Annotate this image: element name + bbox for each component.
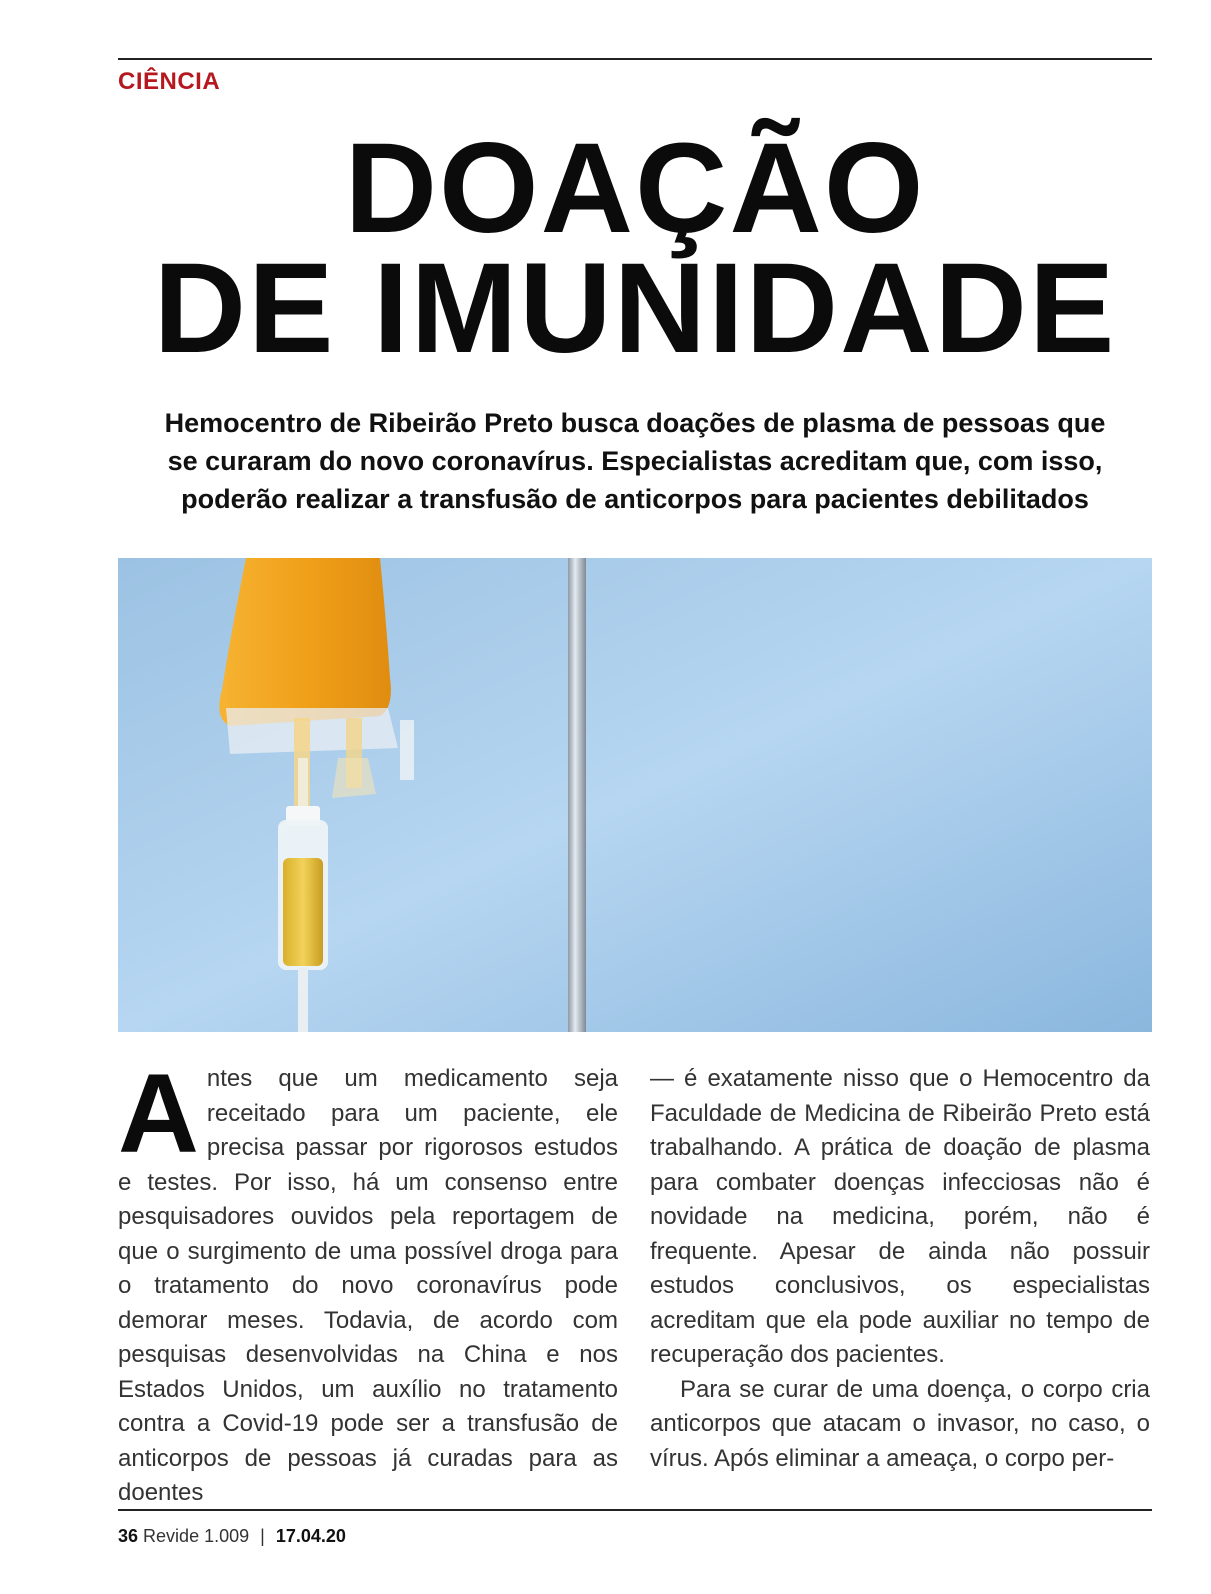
body-column-left [118, 1051, 618, 1511]
standfirst-line: Hemocentro de Ribeirão Preto busca doações de plasma de pessoas que [164, 408, 1106, 438]
body-paragraph [118, 1051, 618, 1511]
headline-line-2: DE IMUNIDADE [153, 237, 1117, 380]
body-column-right [650, 1062, 1150, 1476]
body-text-left: ntes que um medicamento seja receitado para um paciente, ele precisa passar por rigorosos estudos e testes. Por isso, há um consenso entre pesquisadores ouvidos pela reportagem de que o surgimento de uma possível droga para o tratamento do novo coronavírus pode demorar meses. Todavia, de acordo com pesquisas desenvolvidas na China e nos Estados Unidos, um auxílio no tratamento contra a Covid-19 pode ser a transfusão de anticorpos de pessoas já curadas para as doentes [118, 1065, 618, 1506]
footer-separator: | [260, 1526, 265, 1546]
iv-plasma-bag-photo [118, 558, 1152, 1032]
magazine-issue: Revide 1.009 [143, 1526, 250, 1546]
page-footer [118, 1526, 346, 1547]
standfirst-line: se curaram do novo coronavírus. Especialistas acreditam que, com isso, [167, 446, 1103, 476]
body-paragraph: Para se curar de uma doença, o corpo cria anticorpos que atacam o invasor, no caso, o vírus. Após eliminar a ameaça, o corpo per- [650, 1375, 1150, 1472]
issue-date: 17.04.20 [275, 1526, 346, 1546]
page-number: 36 [118, 1526, 139, 1546]
bottom-rule [118, 1509, 1152, 1511]
headline [118, 117, 1152, 380]
drop-cap: A [118, 1051, 199, 1176]
standfirst [118, 404, 1152, 518]
body-paragraph: — é exatamente nisso que o Hemocentro da Faculdade de Medicina de Ribeirão Preto está trabalhando. A prática de doação de plasma para combater doenças infecciosas não é novidade na medicina, porém, não é frequente. Apesar de ainda não possuir estudos conclusivos, os especialistas acreditam que ela pode auxiliar no tempo de recuperação dos pacientes. [650, 1065, 1150, 1368]
headline-line-1: DOAÇÃO [344, 117, 926, 260]
section-label: CIÊNCIA [118, 68, 221, 95]
top-rule [118, 58, 1152, 60]
standfirst-line: poderão realizar a transfusão de anticorpos para pacientes debilitados [181, 484, 1089, 514]
